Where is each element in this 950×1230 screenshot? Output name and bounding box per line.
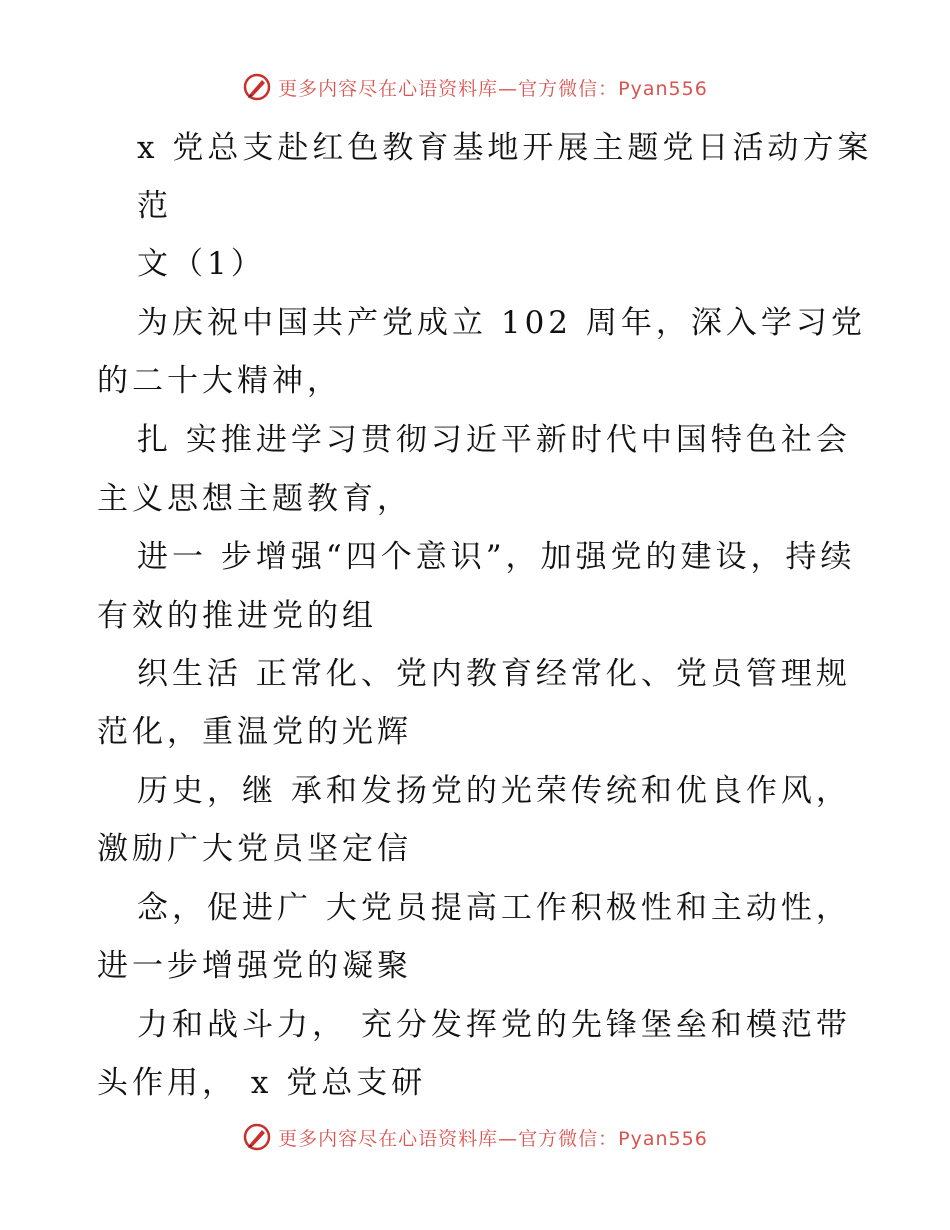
doc-line: x 党总支赴红色教育基地开展主题党日活动方案 — [137, 130, 873, 166]
doc-line: 进一步增强党的凝聚 — [97, 948, 412, 984]
doc-line: 主义思想主题教育， — [97, 481, 412, 517]
doc-line: 进一 步增强“四个意识”，加强党的建设，持续 — [137, 539, 856, 575]
doc-line: 为庆祝中国共产党成立 102 周年，深入学习党 — [137, 305, 866, 341]
watermark-text: 更多内容尽在心语资料库—官方微信：Pyan556 — [278, 77, 708, 100]
doc-line: 文（1） — [137, 246, 266, 282]
doc-line: 的二十大精神， — [97, 363, 342, 399]
doc-line: 念，促进广 大党员提高工作积极性和主动性， — [137, 890, 851, 926]
doc-line: 头作用， x 党总支研 — [97, 1065, 427, 1101]
doc-line: 扎 实推进学习贯彻习近平新时代中国特色社会 — [137, 422, 851, 458]
doc-line: 历史，继 承和发扬党的光荣传统和优良作风， — [137, 773, 851, 809]
header-watermark — [0, 72, 950, 102]
doc-line: 织生活 正常化、党内教育经常化、党员管理规 — [137, 656, 851, 692]
doc-line: 范化，重温党的光辉 — [97, 714, 412, 750]
doc-line: 力和战斗力， 充分发挥党的先锋堡垒和模范带 — [137, 1007, 851, 1043]
pen-logo-icon — [242, 1122, 272, 1152]
doc-line: 范 — [137, 188, 172, 224]
doc-line: 激励广大党员坚定信 — [97, 831, 412, 867]
footer-watermark — [0, 1122, 950, 1152]
doc-line: 有效的推进党的组 — [97, 598, 377, 634]
pen-logo-icon — [242, 72, 272, 102]
watermark-text: 更多内容尽在心语资料库—官方微信：Pyan556 — [278, 1127, 708, 1150]
